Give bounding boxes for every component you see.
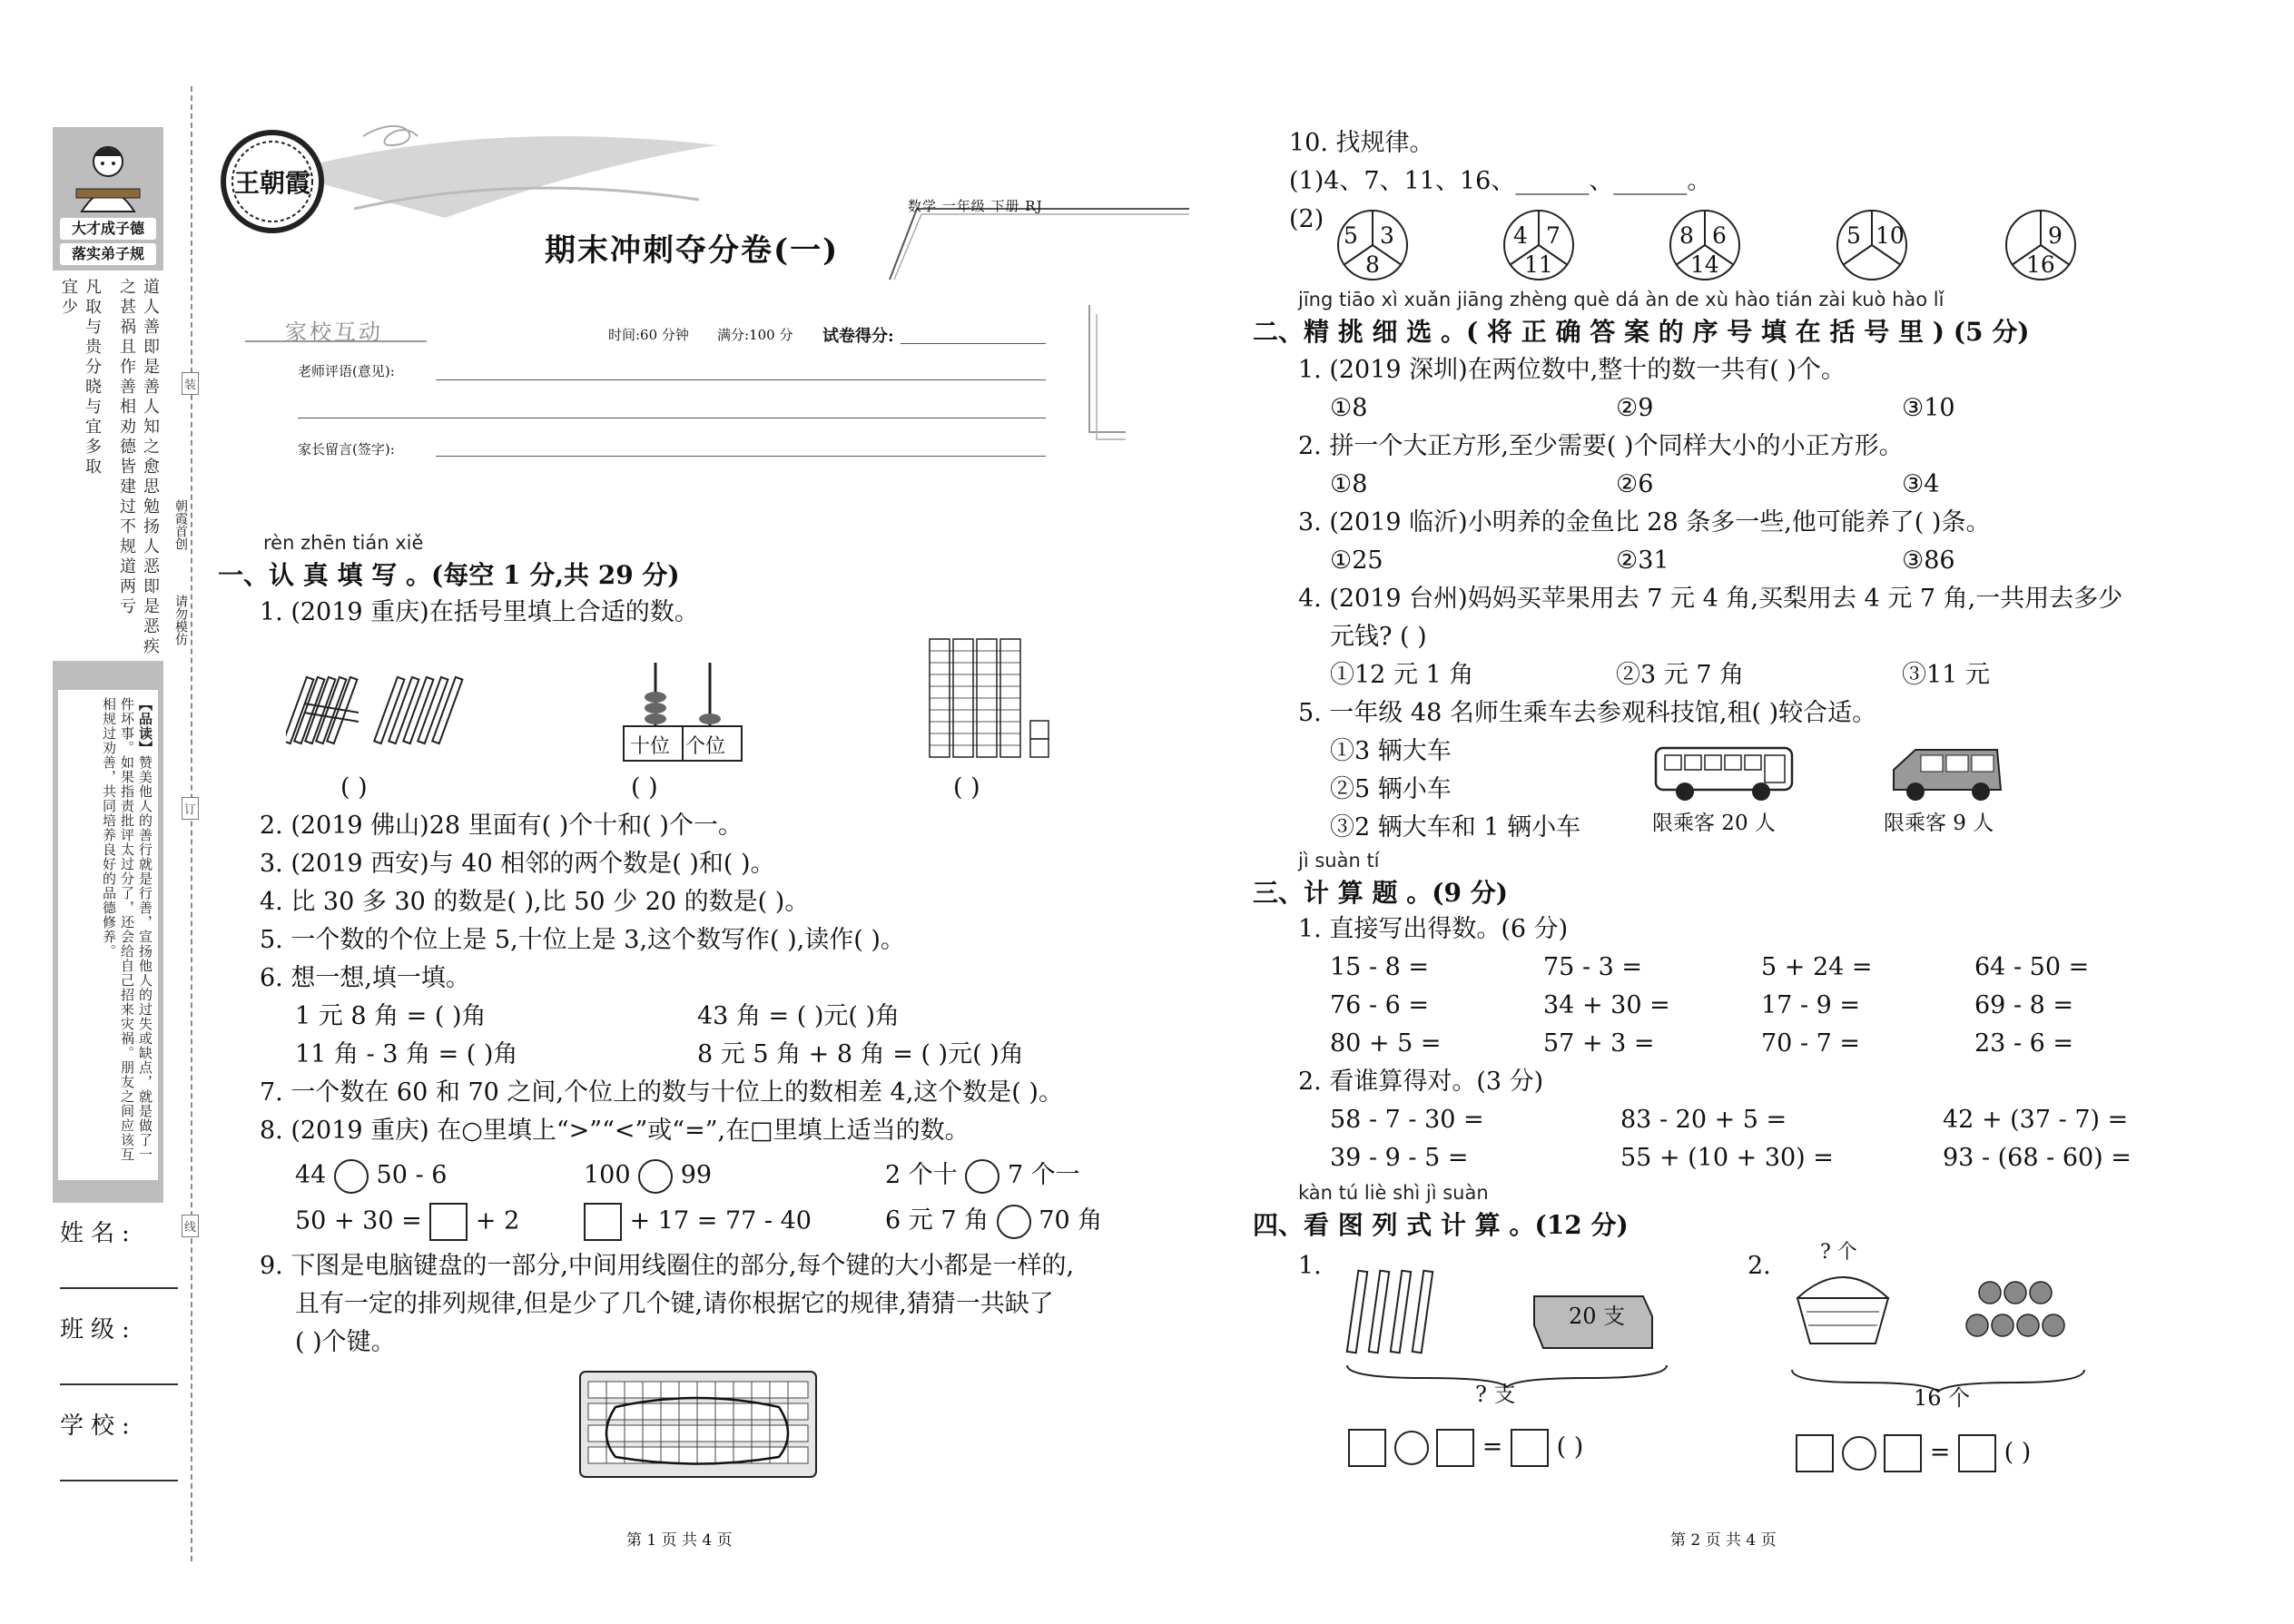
equation-1 [1348,1429,1583,1467]
basket-and-pears-icon [1788,1262,2115,1371]
section2-pinyin: jīng tiāo xì xuǎn jiāng zhèng què dá àn de xù hào tián zài kuò hào lǐ [1298,289,1944,310]
calc-item: 93 - (68 - 60) = [1943,1144,2132,1172]
choice-3-option-2[interactable]: ②31 [1616,546,1669,575]
answer-box[interactable] [1348,1429,1386,1467]
equals-sign: = [1929,1438,1951,1467]
motto-text: 大才成子德 [71,220,144,237]
question-3: 3. (2019 西安)与 40 相邻的两个数是( )和( )。 [260,850,775,878]
calc-item: 39 - 9 - 5 = [1330,1144,1469,1172]
operator-circle[interactable] [1394,1431,1429,1465]
choice-5-option-3[interactable]: ③2 辆大车和 1 辆小车 [1330,813,1581,842]
subject-grade-tag: 数学 一年级 下册 RJ [908,198,1043,214]
pattern-blank[interactable] [2013,221,2035,243]
q1-answer-blocks[interactable]: ( ) [953,773,980,802]
page-number-2: 第 2 页 共 4 页 [1670,1531,1777,1550]
name-label: 姓名: [60,1220,137,1247]
question-8c [885,1157,1080,1194]
motto-box-2 [60,243,156,265]
choice-1-option-2[interactable]: ②9 [1616,394,1654,422]
compare-circle[interactable] [638,1159,673,1194]
question-8f [885,1203,1102,1239]
vertical-note-2: 请勿模仿 [173,595,188,645]
teacher-comment-field[interactable] [436,379,1046,380]
choice-5-option-2[interactable]: ②5 辆小车 [1330,775,1452,803]
pencil-total-label: ? 支 [1475,1382,1516,1407]
question-9-line3: ( )个键。 [295,1328,396,1356]
calc-item: 57 + 3 = [1543,1029,1655,1058]
pattern-value: 16 [2026,251,2055,278]
calc-item: 23 - 6 = [1974,1029,2074,1058]
motto-box [60,218,156,240]
question-8a [295,1157,447,1194]
q8d-right: + 2 [475,1206,520,1235]
answer-box[interactable] [429,1203,468,1241]
answer-box[interactable] [584,1203,622,1241]
name-field[interactable] [60,1287,178,1289]
choice-1: 1. (2019 深圳)在两位数中,整十的数一共有( )个。 [1298,356,1846,384]
abacus-ones-label: 个位 [685,735,726,758]
question-9-line2: 且有一定的排列规律,但是少了几个键,请你根据它的规律,猜猜一共缺了 [295,1290,1054,1318]
choice-2-option-3[interactable]: ③4 [1902,470,1940,498]
teacher-comment-label: 老师评语(意见): [298,363,395,379]
pattern-value: 7 [1546,222,1561,249]
compare-circle[interactable] [997,1205,1031,1239]
choice-4-option-1[interactable]: ①12 元 1 角 [1330,661,1474,689]
answer-box[interactable] [1958,1434,1996,1472]
poem-column-1: 凡取与贵分晓与宜多取宜少 [59,278,102,477]
pattern-value: 3 [1380,222,1394,249]
keyboard-icon [579,1371,817,1478]
q8c-left: 2 个十 [885,1161,958,1189]
question-7: 7. 一个数在 60 和 70 之间,个位上的数与十位上的数相差 4,这个数是( )。 [260,1078,1063,1107]
answer-box[interactable] [1511,1429,1549,1467]
q8d-left: 50 + 30 = [295,1206,422,1235]
question-8: 8. (2019 重庆) 在○里填上“>”“<”或“=”,在□里填上适当的数。 [260,1117,970,1145]
cut-word-2: 订 [182,797,199,820]
cut-word-3: 线 [182,1215,199,1237]
question-5: 5. 一个数的个位上是 5,十位上是 3,这个数写作( ),读作( )。 [260,926,905,954]
pattern-circle-3 [1669,209,1741,281]
pattern-value: 9 [2048,222,2063,249]
q8b-left: 100 [584,1161,631,1189]
question-10: 10. 找规律。 [1289,129,1434,157]
pattern-value: 10 [1876,222,1905,249]
section1-pinyin: rèn zhēn tián xiě [263,532,424,554]
basket-question-label: ? 个 [1820,1241,1857,1264]
question-6c: 11 角 - 3 角 = ( )角 [295,1040,518,1068]
calc-item: 83 - 20 + 5 = [1620,1106,1787,1134]
pear-total-label: 16 个 [1914,1385,1971,1411]
choice-4-line2: 元钱? ( ) [1330,623,1427,651]
van-capacity-label: 限乘客 9 人 [1884,812,1994,835]
operator-circle[interactable] [1842,1436,1876,1471]
pattern-value: 11 [1524,251,1553,278]
calc-item: 69 - 8 = [1974,991,2074,1019]
question-2: 2. (2019 佛山)28 里面有( )个十和( )个一。 [260,812,743,840]
section4-title: 四、看 图 列 式 计 算 。(12 分) [1253,1210,1629,1240]
q1-answer-abacus[interactable]: ( ) [631,773,658,802]
exam-time: 时间:60 分钟 [608,327,689,343]
choice-4: 4. (2019 台州)妈妈买苹果用去 7 元 4 角,买梨用去 4 元 7 角,一共用去多少 [1298,585,2123,613]
pattern-value: 8 [1365,251,1380,278]
answer-box[interactable] [1436,1429,1474,1467]
choice-5: 5. 一年级 48 名师生乘车去参观科技馆,租( )较合适。 [1298,699,1877,727]
pattern-value: 6 [1712,222,1727,249]
choice-2: 2. 拼一个大正方形,至少需要( )个同样大小的小正方形。 [1298,432,1904,460]
pindu-panel [58,690,158,1180]
vertical-note-1: 朝霞首创 [173,499,188,550]
side-strip [53,127,163,1203]
parent-message-label: 家长留言(签字): [298,441,395,458]
picture-problem-1-number: 1. [1298,1252,1322,1280]
q8a-left: 44 [295,1161,327,1189]
exam-score-label: 试卷得分: [822,327,894,346]
page-title: 期末冲刺夺分卷(一) [545,232,840,269]
compare-circle[interactable] [334,1159,369,1194]
calc-item: 80 + 5 = [1330,1029,1442,1058]
pattern-value: 14 [1690,251,1719,278]
pindu-text: 赞美他人的善行就是行善，宣扬他人的过失或缺点，就是做了一件坏事。如果指责批评太过分了，还会给自己招来灾祸。朋友之间应该互相规过劝善，共同培养良好的品德修养。 [101,697,153,1162]
question-6a: 1 元 8 角 = ( )角 [295,1002,487,1030]
van-icon [1888,743,2006,806]
base-ten-blocks-icon [926,635,1071,763]
page-number-1: 第 1 页 共 4 页 [626,1531,733,1550]
calc-1: 1. 直接写出得数。(6 分) [1298,915,1569,943]
home-school-banner: 家校互动 [285,320,383,345]
class-field[interactable] [60,1383,178,1385]
calc-2: 2. 看谁算得对。(3 分) [1298,1068,1544,1096]
exam-full-score: 满分:100 分 [717,327,793,343]
poem-column-2: 道人善即是善人知之愈思勉扬人恶即是恶疾之甚祸且作善相劝德皆建过不规道两亏 [117,278,160,657]
section1-title: 一、认 真 填 写 。(每空 1 分,共 29 分) [218,560,680,590]
choice-5-option-1[interactable]: ①3 辆大车 [1330,737,1452,765]
question-6d: 8 元 5 角 + 8 角 = ( )元( )角 [697,1040,1024,1068]
section2-title: 二、精 挑 细 选 。( 将 正 确 答 案 的 序 号 填 在 括 号 里 ) (5 分) [1253,317,2030,347]
calc-item: 15 - 8 = [1330,953,1430,981]
school-label: 学校: [60,1412,137,1440]
home-school-box [245,305,1126,468]
pattern-circle-4 [1836,209,1908,281]
question-9-line1: 9. 下图是电脑键盘的一部分,中间用线圈住的部分,每个键的大小都是一样的, [260,1252,1075,1280]
scholar-mascot-icon [64,134,153,216]
q8a-right: 50 - 6 [376,1161,448,1189]
calc-item: 42 + (37 - 7) = [1943,1106,2129,1134]
choice-2-option-2[interactable]: ②6 [1616,470,1654,498]
counting-sticks-icon [286,667,486,749]
pattern-value: 4 [1513,222,1528,249]
section3-pinyin: jì suàn tí [1298,850,1380,871]
equation-2 [1796,1434,2031,1472]
pattern-value: 8 [1679,222,1694,249]
pencil-box-label: 20 支 [1569,1304,1626,1329]
question-8d [295,1203,519,1241]
pindu-label: 【品读】 [137,697,153,755]
compare-circle[interactable] [965,1159,999,1194]
choice-3: 3. (2019 临沂)小明养的金鱼比 28 条多一些,他可能养了( )条。 [1298,508,1991,536]
question-10-1: (1)4、7、11、16、______、______。 [1289,167,1712,195]
choice-3-option-3[interactable]: ③86 [1902,546,1955,575]
question-10-2: (2) [1289,205,1324,233]
question-8e [584,1203,812,1241]
school-field[interactable] [60,1480,178,1481]
calc-item: 64 - 50 = [1974,953,2090,981]
calc-item: 55 + (10 + 30) = [1620,1144,1834,1172]
calc-item: 5 + 24 = [1761,953,1873,981]
exam-score-field[interactable] [901,343,1046,344]
bus-icon [1652,743,1797,806]
calc-item: 17 - 9 = [1761,991,1861,1019]
pattern-value: 5 [1344,222,1358,249]
poem-panel [53,271,163,661]
abacus-tens-label: 十位 [630,735,671,758]
pattern-value: 5 [1846,222,1861,249]
choice-2-option-1[interactable]: ①8 [1330,470,1368,498]
pattern-blank[interactable] [1861,252,1883,274]
motto-text-2: 落实弟子规 [71,245,144,262]
choice-4-option-3[interactable]: ③11 元 [1902,661,1990,689]
q8b-right: 99 [680,1161,713,1189]
question-6b: 43 角 = ( )元( )角 [697,1002,901,1030]
binding-cut-line [191,86,192,1561]
choice-1-option-3[interactable]: ③10 [1902,394,1955,422]
pattern-circle-2 [1502,209,1575,281]
q8e-right: + 17 = 77 - 40 [629,1206,812,1235]
question-1: 1. (2019 重庆)在括号里填上合适的数。 [260,598,699,626]
class-label: 班级: [60,1316,137,1343]
cut-word-1: 装 [182,372,199,395]
question-4: 4. 比 30 多 30 的数是( ),比 50 少 20 的数是( )。 [260,888,810,916]
equals-sign: = [1482,1432,1503,1462]
pattern-circle-5 [2004,209,2077,281]
calc-item: 76 - 6 = [1330,991,1430,1019]
q8f-left: 6 元 7 角 [885,1206,989,1235]
unit-paren[interactable]: ( ) [1556,1432,1584,1462]
question-6: 6. 想一想,填一填。 [260,964,470,992]
calc-item: 34 + 30 = [1543,991,1670,1019]
q1-answer-sticks[interactable]: ( ) [340,773,368,802]
section4-pinyin: kàn tú liè shì jì suàn [1298,1182,1489,1204]
picture-problem-2-number: 2. [1748,1252,1771,1280]
question-8b [584,1157,712,1194]
pattern-circle-1 [1336,209,1409,281]
q8f-right: 70 角 [1039,1206,1103,1235]
calc-item: 70 - 7 = [1761,1029,1861,1058]
brand-logo-text: 王朝霞 [234,168,311,198]
bus-capacity-label: 限乘客 20 人 [1652,812,1776,835]
unit-paren[interactable]: ( ) [2004,1438,2032,1467]
answer-box[interactable] [1884,1434,1922,1472]
calc-item: 58 - 7 - 30 = [1330,1106,1484,1134]
choice-4-option-2[interactable]: ②3 元 7 角 [1616,661,1745,689]
section3-title: 三、计 算 题 。(9 分) [1253,878,1508,908]
choice-1-option-1[interactable]: ①8 [1330,394,1368,422]
answer-box[interactable] [1796,1434,1834,1472]
choice-3-option-1[interactable]: ①25 [1330,546,1383,575]
q8c-right: 7 个一 [1007,1161,1080,1189]
calc-item: 75 - 3 = [1543,953,1643,981]
parent-message-field[interactable] [436,456,1046,457]
